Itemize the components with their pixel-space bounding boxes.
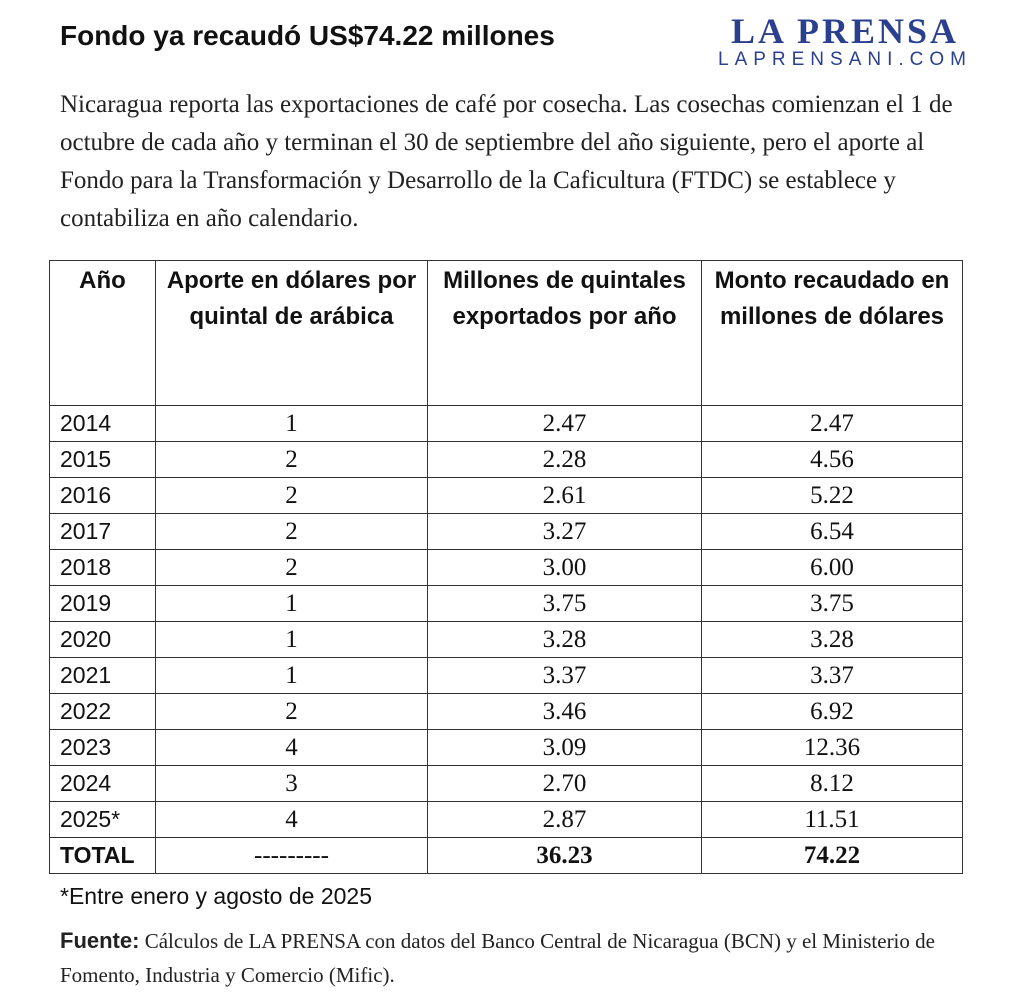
cell-amount: 3.75 — [702, 586, 963, 622]
cell-amount: 8.12 — [702, 766, 963, 802]
table-row — [50, 766, 963, 802]
table-row — [50, 406, 963, 442]
cell-contribution: 2 — [156, 442, 428, 478]
column-header-year: Año — [50, 261, 156, 406]
cell-amount: 3.37 — [702, 658, 963, 694]
cell-contribution: 4 — [156, 802, 428, 838]
page-title: Fondo ya recaudó US$74.22 millones — [60, 20, 555, 51]
cell-amount: 12.36 — [702, 730, 963, 766]
cell-contribution: 4 — [156, 730, 428, 766]
cell-quintals: 3.37 — [428, 658, 702, 694]
table-row — [50, 514, 963, 550]
cell-contribution: 2 — [156, 550, 428, 586]
cell-quintals: 3.75 — [428, 586, 702, 622]
cell-total-contribution: --------- — [156, 838, 428, 874]
cell-quintals: 3.46 — [428, 694, 702, 730]
cell-amount: 4.56 — [702, 442, 963, 478]
cell-amount: 5.22 — [702, 478, 963, 514]
la-prensa-logo — [684, 12, 1006, 70]
cell-total-amount: 74.22 — [702, 838, 963, 874]
cell-quintals: 2.87 — [428, 802, 702, 838]
cell-total-label: TOTAL — [50, 838, 156, 874]
table-row — [50, 658, 963, 694]
cell-quintals: 2.61 — [428, 478, 702, 514]
coffee-fund-table — [49, 260, 963, 874]
cell-year: 2025* — [50, 802, 156, 838]
cell-contribution: 2 — [156, 694, 428, 730]
cell-total-quintals: 36.23 — [428, 838, 702, 874]
table-row — [50, 802, 963, 838]
table-row — [50, 586, 963, 622]
footnote: *Entre enero y agosto de 2025 — [60, 883, 373, 909]
cell-quintals: 3.28 — [428, 622, 702, 658]
intro-paragraph: Nicaragua reporta las exportaciones de café por cosecha. Las cosechas comienzan el 1 de octubre de cada año y terminan el 30 de septiembre del año siguiente, pero el aporte al Fondo para la Transformación y Desarrollo de la Caficultura (FTDC) se establece y contabiliza en año calendario. — [60, 91, 953, 232]
cell-quintals: 2.28 — [428, 442, 702, 478]
logo-wordmark: LA PRENSA — [730, 11, 960, 51]
source-text: Cálculos de LA PRENSA con datos del Banco Central de Nicaragua (BCN) y el Ministerio de Fomento, Industria y Comercio (Mific). — [60, 929, 935, 987]
cell-contribution: 2 — [156, 514, 428, 550]
table-row — [50, 550, 963, 586]
cell-contribution: 1 — [156, 406, 428, 442]
cell-contribution: 1 — [156, 586, 428, 622]
cell-year: 2016 — [50, 478, 156, 514]
table-row — [50, 478, 963, 514]
cell-year: 2020 — [50, 622, 156, 658]
cell-quintals: 3.09 — [428, 730, 702, 766]
column-header-amount: Monto recaudado en millones de dólares — [702, 261, 963, 406]
cell-contribution: 3 — [156, 766, 428, 802]
column-header-quintals: Millones de quintales exportados por año — [428, 261, 702, 406]
cell-year: 2018 — [50, 550, 156, 586]
table-header-row — [50, 261, 963, 406]
cell-amount: 6.00 — [702, 550, 963, 586]
cell-year: 2024 — [50, 766, 156, 802]
cell-quintals: 2.70 — [428, 766, 702, 802]
cell-contribution: 2 — [156, 478, 428, 514]
cell-year: 2017 — [50, 514, 156, 550]
source-note — [60, 924, 990, 992]
cell-year: 2022 — [50, 694, 156, 730]
cell-amount: 6.92 — [702, 694, 963, 730]
table-row — [50, 622, 963, 658]
logo-website: LAPRENSANI.COM — [718, 49, 972, 70]
cell-amount: 3.28 — [702, 622, 963, 658]
cell-contribution: 1 — [156, 658, 428, 694]
cell-amount: 6.54 — [702, 514, 963, 550]
cell-year: 2023 — [50, 730, 156, 766]
source-label: Fuente: — [60, 928, 140, 953]
cell-amount: 2.47 — [702, 406, 963, 442]
table-row — [50, 694, 963, 730]
table-row — [50, 730, 963, 766]
cell-year: 2021 — [50, 658, 156, 694]
cell-year: 2015 — [50, 442, 156, 478]
cell-contribution: 1 — [156, 622, 428, 658]
cell-year: 2019 — [50, 586, 156, 622]
table-row — [50, 442, 963, 478]
column-header-contribution: Aporte en dólares por quintal de arábica — [156, 261, 428, 406]
cell-amount: 11.51 — [702, 802, 963, 838]
cell-quintals: 2.47 — [428, 406, 702, 442]
cell-quintals: 3.00 — [428, 550, 702, 586]
table-total-row — [50, 838, 963, 874]
cell-quintals: 3.27 — [428, 514, 702, 550]
cell-year: 2014 — [50, 406, 156, 442]
